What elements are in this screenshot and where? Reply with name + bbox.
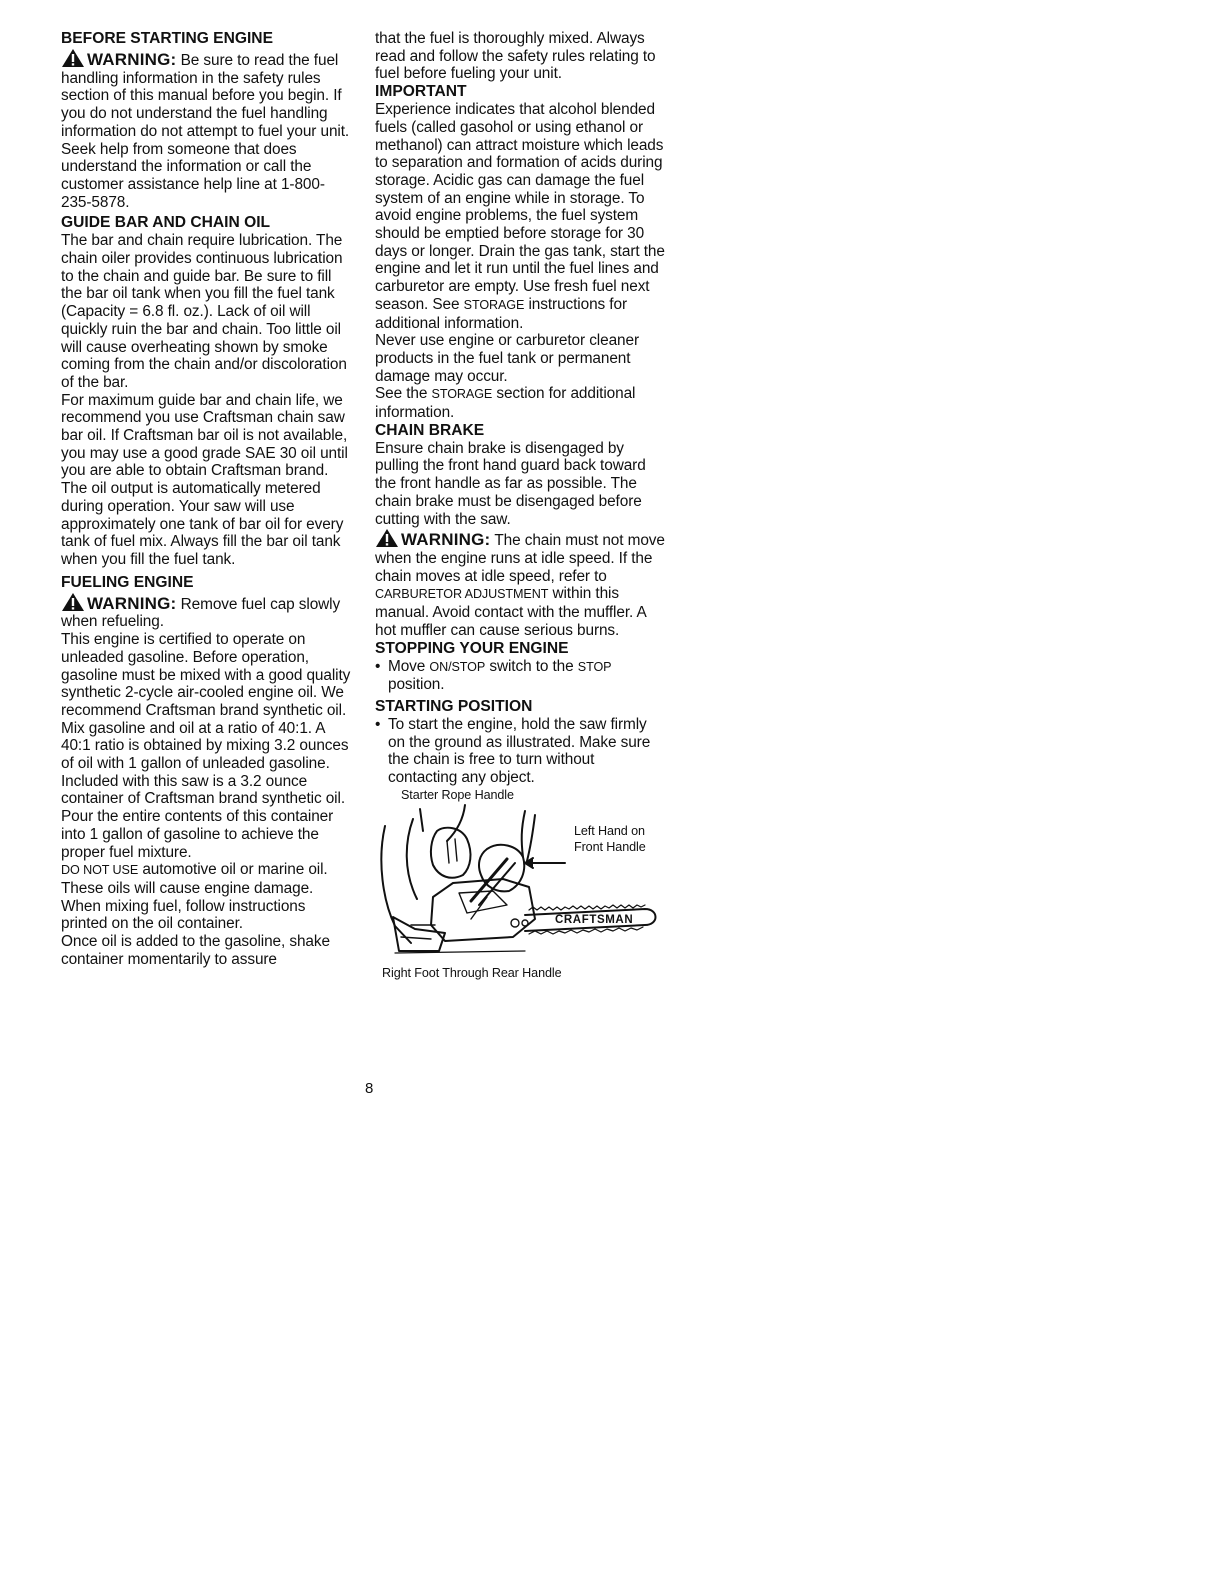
continued-text: that the fuel is thoroughly mixed. Always read and follow the safety rules relating to fuel before fueling your unit. — [375, 30, 656, 83]
label-starter-rope-handle: Starter Rope Handle — [401, 787, 514, 802]
heading-chain-brake: CHAIN BRAKE — [375, 421, 485, 439]
brake-paragraph: Ensure chain brake is disengaged by pulling the front hand guard back toward the front handle as far as possible. The chain brake must be disengaged before cutting with the saw. — [375, 439, 646, 528]
heading-important: IMPORTANT — [375, 83, 467, 101]
left-column — [61, 30, 353, 968]
warning-icon — [61, 592, 85, 612]
fuel-paragraph: DO NOT USE automotive oil or marine oil. These oils will cause engine damage. When mixing fuel, follow instructions printed on the oil container. — [61, 861, 328, 933]
fuel-paragraph: Once oil is added to the gasoline, shake container momentarily to assure — [61, 933, 330, 968]
brand-on-bar: CRAFTSMAN — [555, 913, 634, 926]
warning-fuel-cap: WARNING: Remove fuel cap slowly when refueling. — [61, 593, 341, 631]
warning-icon — [61, 48, 85, 68]
list-item: • Move ON/STOP switch to the STOP position. — [375, 657, 612, 694]
heading-starting-position: STARTING POSITION — [375, 697, 533, 715]
heading-guide-bar-oil: GUIDE BAR AND CHAIN OIL — [61, 214, 271, 232]
important-paragraph: See the STORAGE section for additional information. — [375, 385, 636, 422]
fuel-paragraph: This engine is certified to operate on unleaded gasoline. Before operation, gasoline must be mixed with a good quality synthetic 2-cycle air-cooled engine oil. We recommend Craftsman brand synthetic oil. Mix gasoline and oil at a ratio of 40:1. A 40:1 ratio is obtained by mixing 3.2 ounces of oil with 1 gallon of unleaded gasoline. Included with this saw is a 3.2 ounce container of Craftsman brand synthetic oil. Pour the entire contents of this container into 1 gallon of gasoline to achieve the proper fuel mixture. — [61, 631, 351, 861]
heading-stopping-engine: STOPPING YOUR ENGINE — [375, 639, 569, 657]
oil-paragraph: For maximum guide bar and chain life, we recommend you use Craftsman chain saw bar oil. If Craftsman bar oil is not available, you may use a good grade SAE 30 oil until you are able to obtain Craftsman brand. The oil output is automatically metered during operation. Your saw will use approximately one tank of bar oil for every tank of fuel mix. Always fill the bar oil tank when you fill the fuel tank. — [61, 391, 348, 568]
heading-before-starting: BEFORE STARTING ENGINE — [61, 30, 273, 47]
page-number: 8 — [365, 1080, 374, 1097]
warning-icon — [375, 528, 399, 548]
important-paragraph: Experience indicates that alcohol blended fuels (called gasohol or using ethanol or methanol) can attract moisture which leads to separation and formation of acids during storage. Acidic gas can damage the fuel system of an engine while in storage. To avoid engine problems, the fuel system should be emptied before storage for 30 days or longer. Drain the gas tank, start the engine and let it run until the fuel lines and carburetor are empty. Use fresh fuel next season. See STORAGE instructions for additional information. — [375, 101, 665, 332]
list-item: • To start the engine, hold the saw firmly on the ground as illustrated. Make sure the chain is free to turn without contacting any object. — [375, 715, 651, 787]
oil-paragraph: The bar and chain require lubrication. The chain oiler provides continuous lubrication to the chain and guide bar. Be sure to fill the bar oil tank when you fill the fuel tank (Capacity = 6.8 fl. oz.). Lack of oil will quickly ruin the bar and chain. Too little oil will cause overheating shown by smoke coming from the chain and/or discoloration of the bar. — [61, 232, 347, 391]
label-left-hand: Left Hand on Front Handle — [574, 823, 646, 854]
label-right-foot: Right Foot Through Rear Handle — [382, 965, 562, 980]
important-paragraph: Never use engine or carburetor cleaner products in the fuel tank or permanent damage may occur. — [375, 332, 639, 385]
starting-position-illustration — [375, 787, 675, 980]
right-column — [375, 30, 667, 980]
warning-chain-idle: WARNING: The chain must not move when the engine runs at idle speed. If the chain moves at idle speed, refer to CARBURETOR ADJUSTMENT within this manual. Avoid contact with the muffler. A hot muffler can cause serious burns. — [375, 530, 665, 639]
chainsaw-drawing — [375, 801, 665, 966]
warning-fuel-handling: WARNING: Be sure to read the fuel handling information in the safety rules section of this manual before you begin. If you do not understand the fuel handling information do not attempt to fuel your unit. Seek help from someone that does understand the information or call the customer assistance help line at 1-800-235-5878. — [61, 50, 350, 211]
heading-fueling-engine: FUELING ENGINE — [61, 573, 194, 591]
